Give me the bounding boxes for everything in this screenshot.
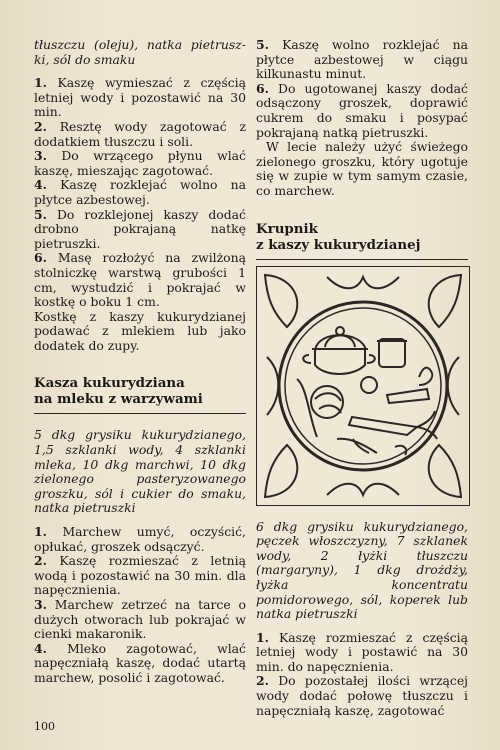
step-text: Mleko zagotować, wlać napęczniałą kaszę, dodać utartą marchew, posolić i zagotować.: [34, 640, 246, 685]
ingredients-list-2: 5 dkg grysiku kukurydzianego, 1,5 szklanki wody, 4 szklanki mleka, 10 dkg marchwi, 10 dkg zielonego pasteryzowanego groszku, sól i cukier do smaku, natka pietruszki: [34, 427, 246, 516]
instruction-step: [256, 674, 468, 718]
step-number: 1.: [34, 524, 47, 540]
recipe-title-line-1: Krupnik: [256, 220, 318, 237]
step-number: 2.: [34, 553, 47, 569]
step-text: Do ugotowanej kaszy dodać odsączony groszek, doprawić cukrem do smaku i posypać pokrajaną natką pietruszki.: [256, 80, 468, 140]
scroll-ornament: [327, 277, 399, 288]
carrot-greens: [417, 411, 437, 439]
tureen-body: [315, 335, 365, 374]
instruction-step: [34, 554, 246, 598]
step-number: 4.: [34, 640, 47, 656]
jar: [379, 339, 405, 367]
serving-note: Kostkę z kaszy kukurydzianej podawać z mlekiem lub jako dodatek do zupy.: [34, 308, 246, 353]
instruction-step: [256, 82, 468, 140]
step-text: Kaszę wolno rozklejać na płytce azbestowej w ciągu kilkunastu minut.: [256, 37, 468, 82]
scroll-ornament: [327, 483, 399, 494]
step-text: Do pozostałej ilości wrzącej wody dodać połowę tłuszczu i napęczniałą kaszę, zagotować: [256, 673, 468, 718]
summer-note: W lecie należy użyć świeżego zielonego groszku, który ugotuje się w zupie w tym samym czasie, co marchew.: [256, 139, 468, 198]
instruction-step: [34, 251, 246, 309]
page-number: 100: [34, 720, 55, 733]
right-column: [256, 38, 468, 718]
step-number: 4.: [34, 177, 47, 193]
carrot: [349, 417, 417, 435]
cabbage: [311, 386, 343, 418]
instruction-step: [34, 178, 246, 207]
corner-leaf-ornament: [265, 275, 297, 327]
step-number: 1.: [34, 75, 47, 91]
decorative-vegetable-illustration: [256, 266, 470, 506]
ingredients-continued: tłuszczu (oleju), natka pietrusz-ki, sól do smaku: [34, 37, 246, 67]
step-text: Do rozklejonej kaszy dodać drobno pokrajaną natkę pietruszki.: [34, 206, 246, 251]
instruction-step: [256, 631, 468, 675]
steps-list-continued: [256, 38, 468, 140]
steps-list-2: [34, 525, 246, 686]
step-text: Kaszę rozmieszać z częścią letniej wody i postawić na 30 min. do napęcznienia.: [256, 629, 468, 674]
step-text: Kaszę rozklejać wolno na płytce azbestowej.: [34, 177, 246, 207]
step-text: Marchew umyć, oczyścić, opłukać, groszek odsączyć.: [34, 524, 246, 554]
step-text: Resztę wody zagotować z dodatkiem tłuszczu i soli.: [34, 118, 246, 149]
recipe-title-krupnik: [256, 221, 468, 253]
step-text: Marchew zetrzeć na tarce o dużych otworach lub pokrajać w cienki makaronik.: [34, 597, 246, 642]
scroll-ornament: [448, 357, 459, 415]
step-number: 1.: [256, 629, 269, 645]
recipe-title-kasza-na-mleku: [34, 375, 246, 407]
step-number: 6.: [256, 80, 269, 96]
step-text: Do wrzącego płynu wlać kaszę, mieszając zagotować.: [34, 148, 246, 178]
steps-list-3: [256, 631, 468, 719]
step-number: 2.: [256, 673, 269, 689]
instruction-step: [34, 525, 246, 554]
instruction-step: [34, 208, 246, 252]
step-number: 2.: [34, 118, 47, 134]
title-underline: [256, 259, 468, 260]
step-number: 5.: [256, 37, 269, 52]
step-number: 3.: [34, 148, 47, 164]
scroll-ornament: [267, 357, 278, 415]
corner-leaf-ornament: [265, 445, 297, 497]
tureen-handle: [367, 355, 375, 363]
pepper: [419, 367, 432, 384]
recipe-title-line-2: na mleku z warzywami: [34, 391, 203, 408]
corner-leaf-ornament: [429, 275, 461, 327]
cabbage-leaves: [315, 393, 341, 413]
plate-inner-rim: [285, 308, 441, 464]
instruction-step: [34, 120, 246, 149]
leek-leaf: [297, 379, 317, 437]
recipe-title-line-2: z kaszy kukurydzianej: [256, 236, 421, 253]
instruction-step: [34, 76, 246, 120]
step-number: 5.: [34, 206, 47, 222]
corner-leaf-ornament: [429, 445, 461, 497]
step-text: Kaszę wymieszać z częścią letniej wody i pozostawić na 30 min.: [34, 75, 246, 120]
steps-list-1: [34, 76, 246, 310]
step-number: 6.: [34, 250, 47, 266]
ingredients-list-3: 6 dkg grysiku kukurydzianego, pęczek włoszczyzny, 7 szklanek wody, 2 łyżki tłuszczu (margaryny), 1 dkg drożdży, łyżka koncentratu pomidorowego, sól, koperek lub natka pietruszki: [256, 518, 468, 622]
instruction-step: [34, 642, 246, 686]
step-text: Masę rozłożyć na zwilżoną stolniczkę warstwą grubości 1 cm, wystudzić i pokrajać w kostkę o boku 1 cm.: [34, 250, 246, 310]
carrot: [387, 389, 429, 403]
instruction-step: [256, 38, 468, 82]
instruction-step: [34, 598, 246, 642]
parsley-sprig: [337, 438, 377, 452]
step-text: Kaszę rozmieszać z letnią wodą i pozostawić na 30 min. dla napęcznienia.: [34, 553, 246, 598]
recipe-title-line-1: Kasza kukurydziana: [34, 375, 185, 392]
illustration-svg: [257, 267, 469, 505]
tureen-handle: [303, 355, 311, 363]
tureen-knob: [336, 327, 344, 335]
onion: [361, 377, 377, 393]
step-number: 3.: [34, 597, 47, 612]
left-column: [34, 38, 246, 686]
instruction-step: [34, 149, 246, 178]
